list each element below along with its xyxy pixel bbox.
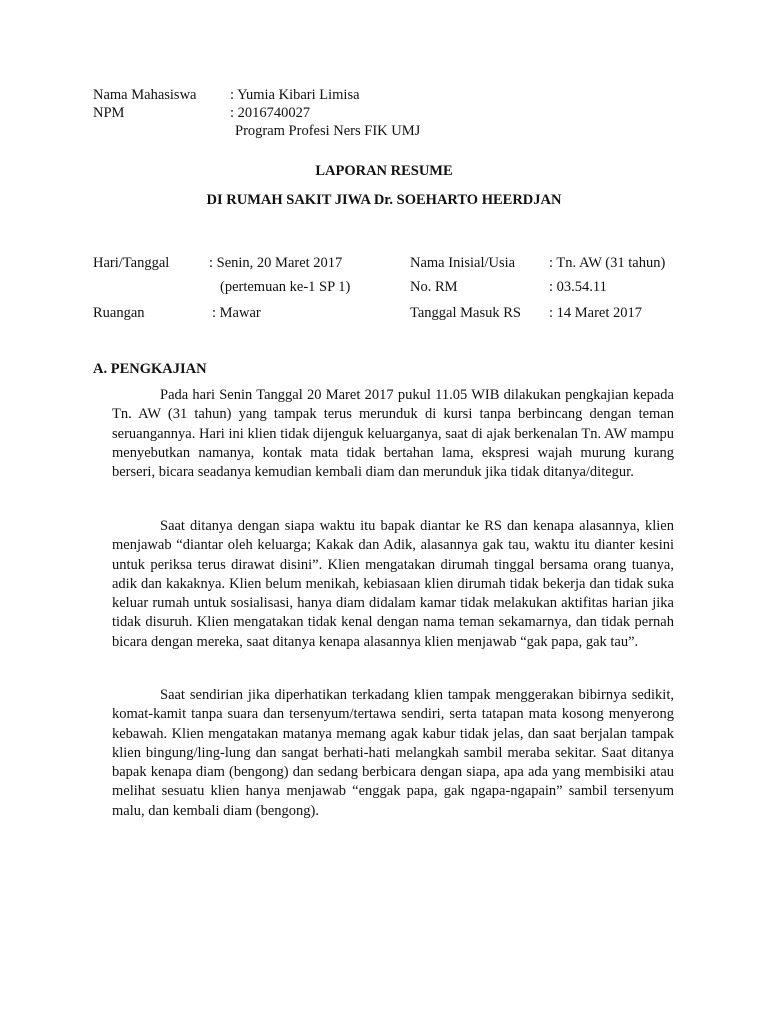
npm-label: NPM bbox=[93, 105, 125, 121]
program-text: Program Profesi Ners FIK UMJ bbox=[235, 123, 421, 139]
tanggal-masuk-label: Tanggal Masuk RS bbox=[410, 305, 521, 321]
npm-value: : 2016740027 bbox=[230, 105, 311, 121]
paragraph-2: Saat ditanya dengan siapa waktu itu bapak diantar ke RS dan kenapa alasannya, klien menjawab “diantar oleh keluarga; Kakak dan Adik, alasannya gak tau, waktu itu dianter kesini untuk periksa terus dirawat disini”. Klien mengatakan dirumah tinggal bersama orang tuanya, adik dan kakaknya. Klien belum menikah, kebiasaan klien dirumah tidak bekerja dan tidak suka keluar rumah untuk sosialisasi, hanya diam didalam kamar tidak melakukan aktifitas harian jika tidak disuruh. Klien mengatakan tidak kenal dengan nama teman sekamarnya, dan tidak pernah bicara dengan mereka, saat ditanya kenapa alasannya klien menjawab “gak papa, gak tau”. bbox=[112, 518, 674, 650]
report-title: LAPORAN RESUME bbox=[315, 163, 453, 179]
hari-tanggal-value: : Senin, 20 Maret 2017 bbox=[209, 255, 343, 271]
nama-inisial-label: Nama Inisial/Usia bbox=[410, 255, 516, 271]
nama-inisial-value: : Tn. AW (31 tahun) bbox=[549, 255, 666, 271]
no-rm-label: No. RM bbox=[410, 279, 458, 295]
hari-tanggal-label: Hari/Tanggal bbox=[93, 255, 170, 271]
pertemuan-text: (pertemuan ke-1 SP 1) bbox=[220, 279, 351, 295]
tanggal-masuk-value: : 14 Maret 2017 bbox=[549, 305, 643, 321]
paragraph-1: Pada hari Senin Tanggal 20 Maret 2017 pukul 11.05 WIB dilakukan pengkajian kepada Tn. AW (31 tahun) yang tampak terus merunduk di kursi tanpa berbincang dengan teman seruangannya. Hari ini klien tidak dijenguk keluarganya, saat di ajak berkenalan Tn. AW mampu menyebutkan namanya, kontak mata tidak bertahan lama, ekspresi wajah murung kurang berseri, bicara seadanya kemudian kembali diam dan merunduk jika tidak ditanya/ditegur. bbox=[112, 387, 674, 481]
report-subtitle: DI RUMAH SAKIT JIWA Dr. SOEHARTO HEERDJAN bbox=[206, 192, 562, 208]
nama-mahasiswa-label: Nama Mahasiswa bbox=[93, 87, 197, 103]
section-heading: A. PENGKAJIAN bbox=[93, 361, 207, 377]
paragraph-3: Saat sendirian jika diperhatikan terkadang klien tampak menggerakan bibirnya sedikit, komat-kamit tanpa suara dan tersenyum/tertawa sendiri, serta tatapan mata kosong menyerong kebawah. Klien mengatakan matanya memang agak kabur tidak jelas, dan saat berjalan tampak klien bingung/ling-lung dan sangat berhati-hati melangkah sambil meraba sekitar. Saat ditanya bapak kenapa diam (bengong) dan sedang berbicara dengan siapa, apa ada yang membisiki atau melihat sesuatu klien hanya menjawab “enggak papa, gak ngapa-ngapain” sambil tersenyum malu, dan kembali diam (bengong). bbox=[112, 687, 674, 819]
ruangan-label: Ruangan bbox=[93, 305, 145, 321]
no-rm-value: : 03.54.11 bbox=[549, 279, 607, 295]
ruangan-value: : Mawar bbox=[212, 305, 261, 321]
nama-mahasiswa-value: : Yumia Kibari Limisa bbox=[230, 87, 360, 103]
